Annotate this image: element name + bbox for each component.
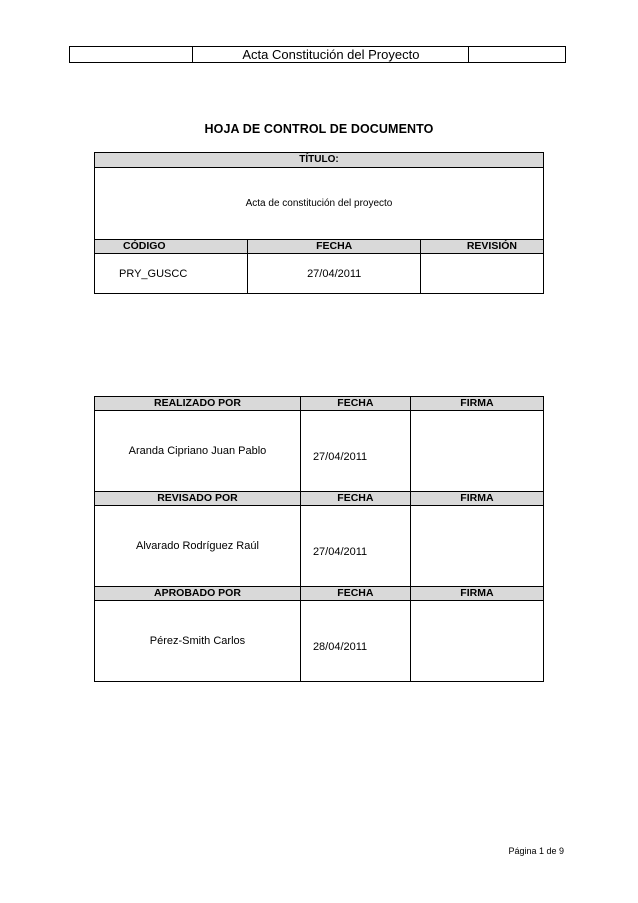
fecha-label: FECHA [248,240,421,254]
role-label: REALIZADO POR [95,397,301,411]
header-title: Acta Constitución del Proyecto [193,47,469,63]
fecha-label: FECHA [300,397,410,411]
fecha-label: FECHA [300,587,410,601]
codigo-label: CÓDIGO [95,240,248,254]
firma-label: FIRMA [410,397,543,411]
header-cell-left [70,47,193,63]
fecha-value: 27/04/2011 [248,254,421,294]
person-name: Alvarado Rodríguez Raúl [95,506,301,587]
role-label: APROBADO POR [95,587,301,601]
person-name: Pérez-Smith Carlos [95,601,301,682]
revision-value [421,254,544,294]
firma-label: FIRMA [410,587,543,601]
person-name: Aranda Cipriano Juan Pablo [95,411,301,492]
approval-date: 27/04/2011 [300,411,410,492]
approval-date: 27/04/2011 [300,506,410,587]
document-heading: HOJA DE CONTROL DE DOCUMENTO [204,122,434,136]
role-label: REVISADO POR [95,492,301,506]
revision-label: REVISIÓN [421,240,544,254]
signature-cell [410,411,543,492]
codigo-value: PRY_GUSCC [95,254,248,294]
titulo-label: TÍTULO: [95,153,544,168]
signature-cell [410,506,543,587]
page-number: Página 1 de 9 [508,846,564,856]
fecha-label: FECHA [300,492,410,506]
approval-date: 28/04/2011 [300,601,410,682]
titulo-value: Acta de constitución del proyecto [95,168,544,240]
header-table [69,46,566,63]
firma-label: FIRMA [410,492,543,506]
signature-cell [410,601,543,682]
control-table [94,152,544,294]
header-cell-right [469,47,566,63]
approvals-table [94,396,544,682]
